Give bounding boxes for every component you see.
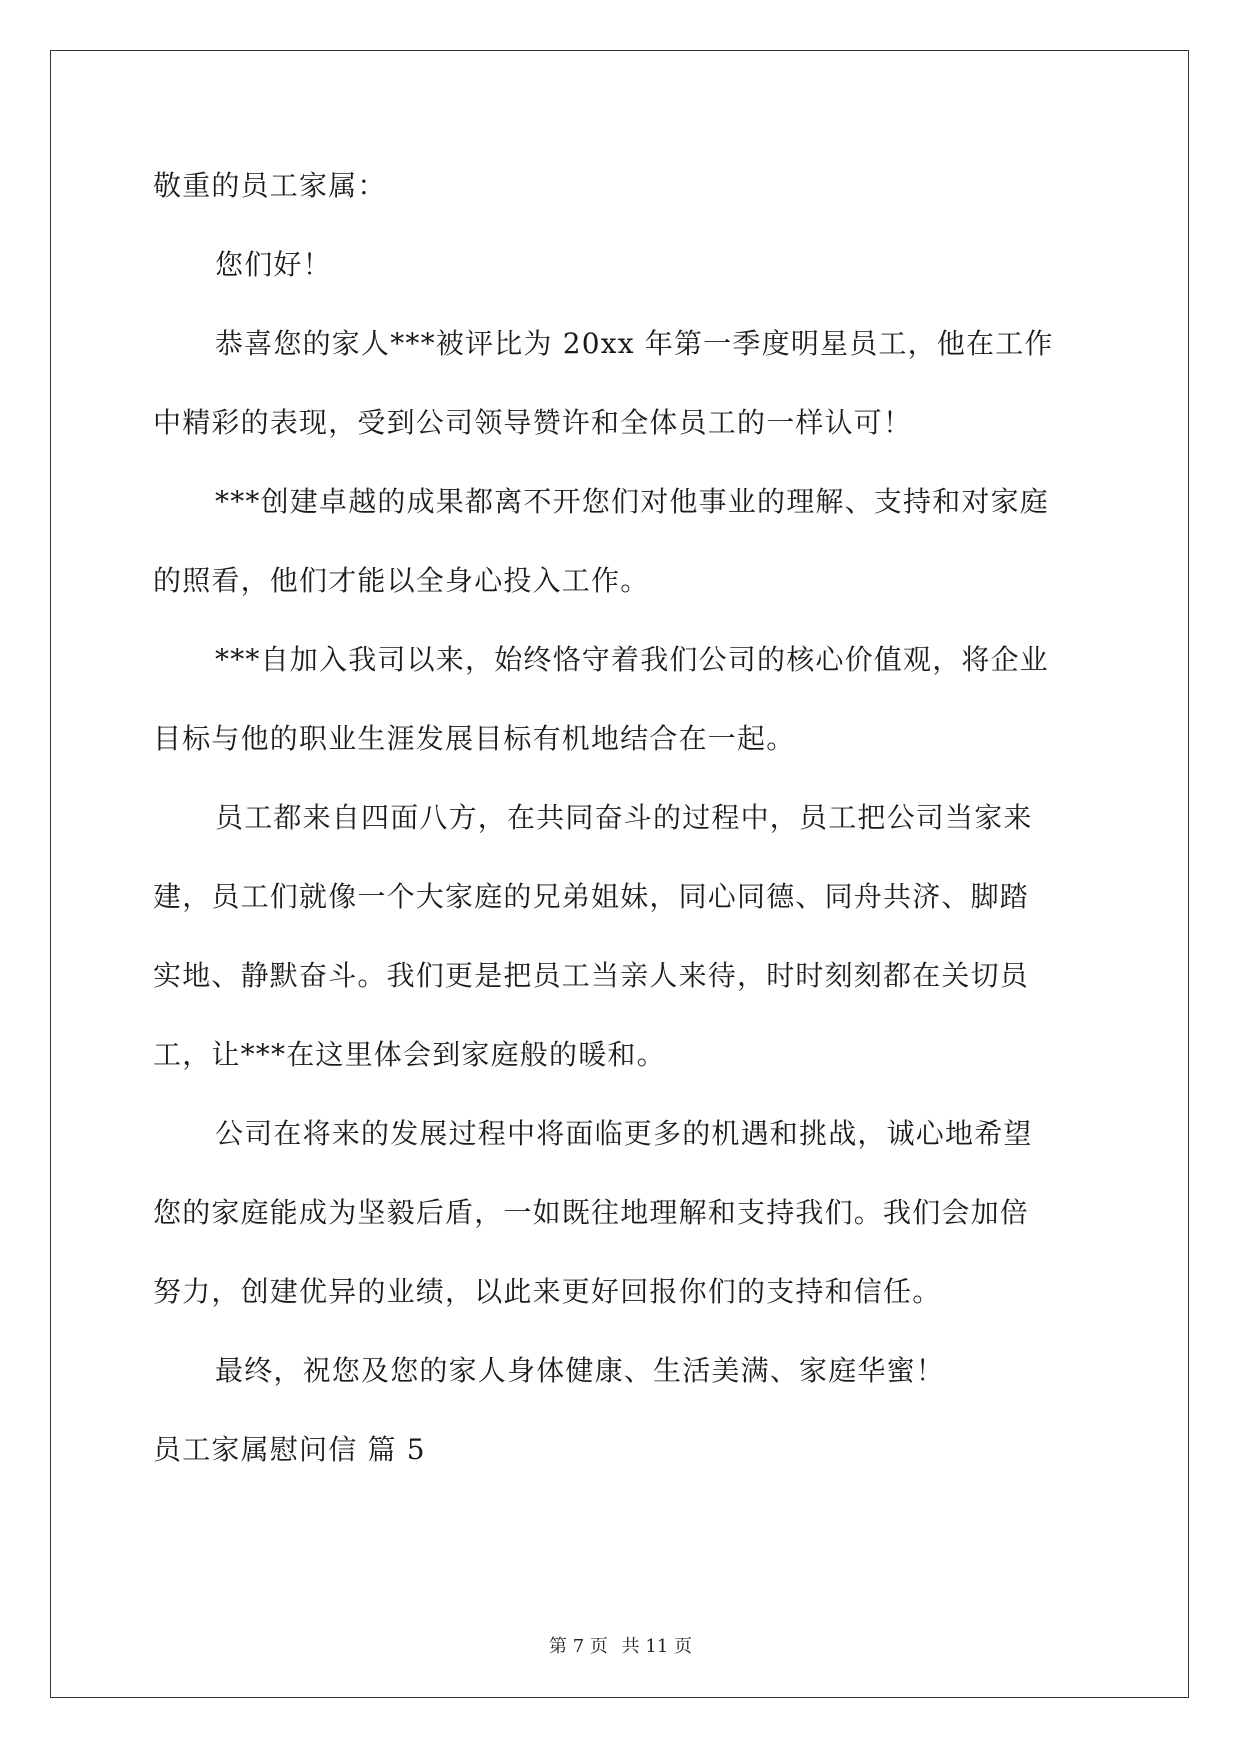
closing-line: 最终，祝您及您的家人身体健康、生活美满、家庭华蜜！: [215, 1354, 946, 1387]
paragraph-4-line-1: 员工都来自四面八方，在共同奋斗的过程中，员工把公司当家来: [215, 801, 1033, 834]
paragraph-5-line-3: 努力，创建优异的业绩，以此来更好回报你们的支持和信任。: [153, 1275, 942, 1308]
next-section-heading: 员工家属慰问信 篇 5: [153, 1433, 426, 1466]
paragraph-3-line-2: 目标与他的职业生涯发展目标有机地结合在一起。: [153, 722, 796, 755]
paragraph-3-line-1: ***自加入我司以来，始终恪守着我们公司的核心价值观，将企业: [215, 643, 1050, 676]
page-total: 共 11 页: [621, 1636, 692, 1657]
paragraph-2-line-1: ***创建卓越的成果都离不开您们对他事业的理解、支持和对家庭: [215, 485, 1050, 518]
paragraph-4-line-2: 建，员工们就像一个大家庭的兄弟姐妹，同心同德、同舟共济、脚踏: [153, 880, 1030, 913]
page-footer: [0, 1632, 1241, 1658]
paragraph-2-line-2: 的照看，他们才能以全身心投入工作。: [153, 564, 650, 597]
greeting: 您们好！: [215, 248, 332, 281]
letter-body: [153, 168, 1088, 1511]
paragraph-5-line-2: 您的家庭能成为坚毅后盾，一如既往地理解和支持我们。我们会加倍: [153, 1196, 1030, 1229]
paragraph-5-line-1: 公司在将来的发展过程中将面临更多的机遇和挑战，诚心地希望: [215, 1117, 1033, 1150]
paragraph-1-line-1: 恭喜您的家人***被评比为 20xx 年第一季度明星员工，他在工作: [215, 327, 1054, 360]
paragraph-4-line-4: 工，让***在这里体会到家庭般的暖和。: [153, 1038, 666, 1071]
salutation: 敬重的员工家属：: [153, 169, 387, 202]
paragraph-4-line-3: 实地、静默奋斗。我们更是把员工当亲人来待，时时刻刻都在关切员: [153, 959, 1030, 992]
paragraph-1-line-2: 中精彩的表现，受到公司领导赞许和全体员工的一样认可！: [153, 406, 913, 439]
page-current: 第 7 页: [549, 1636, 608, 1657]
